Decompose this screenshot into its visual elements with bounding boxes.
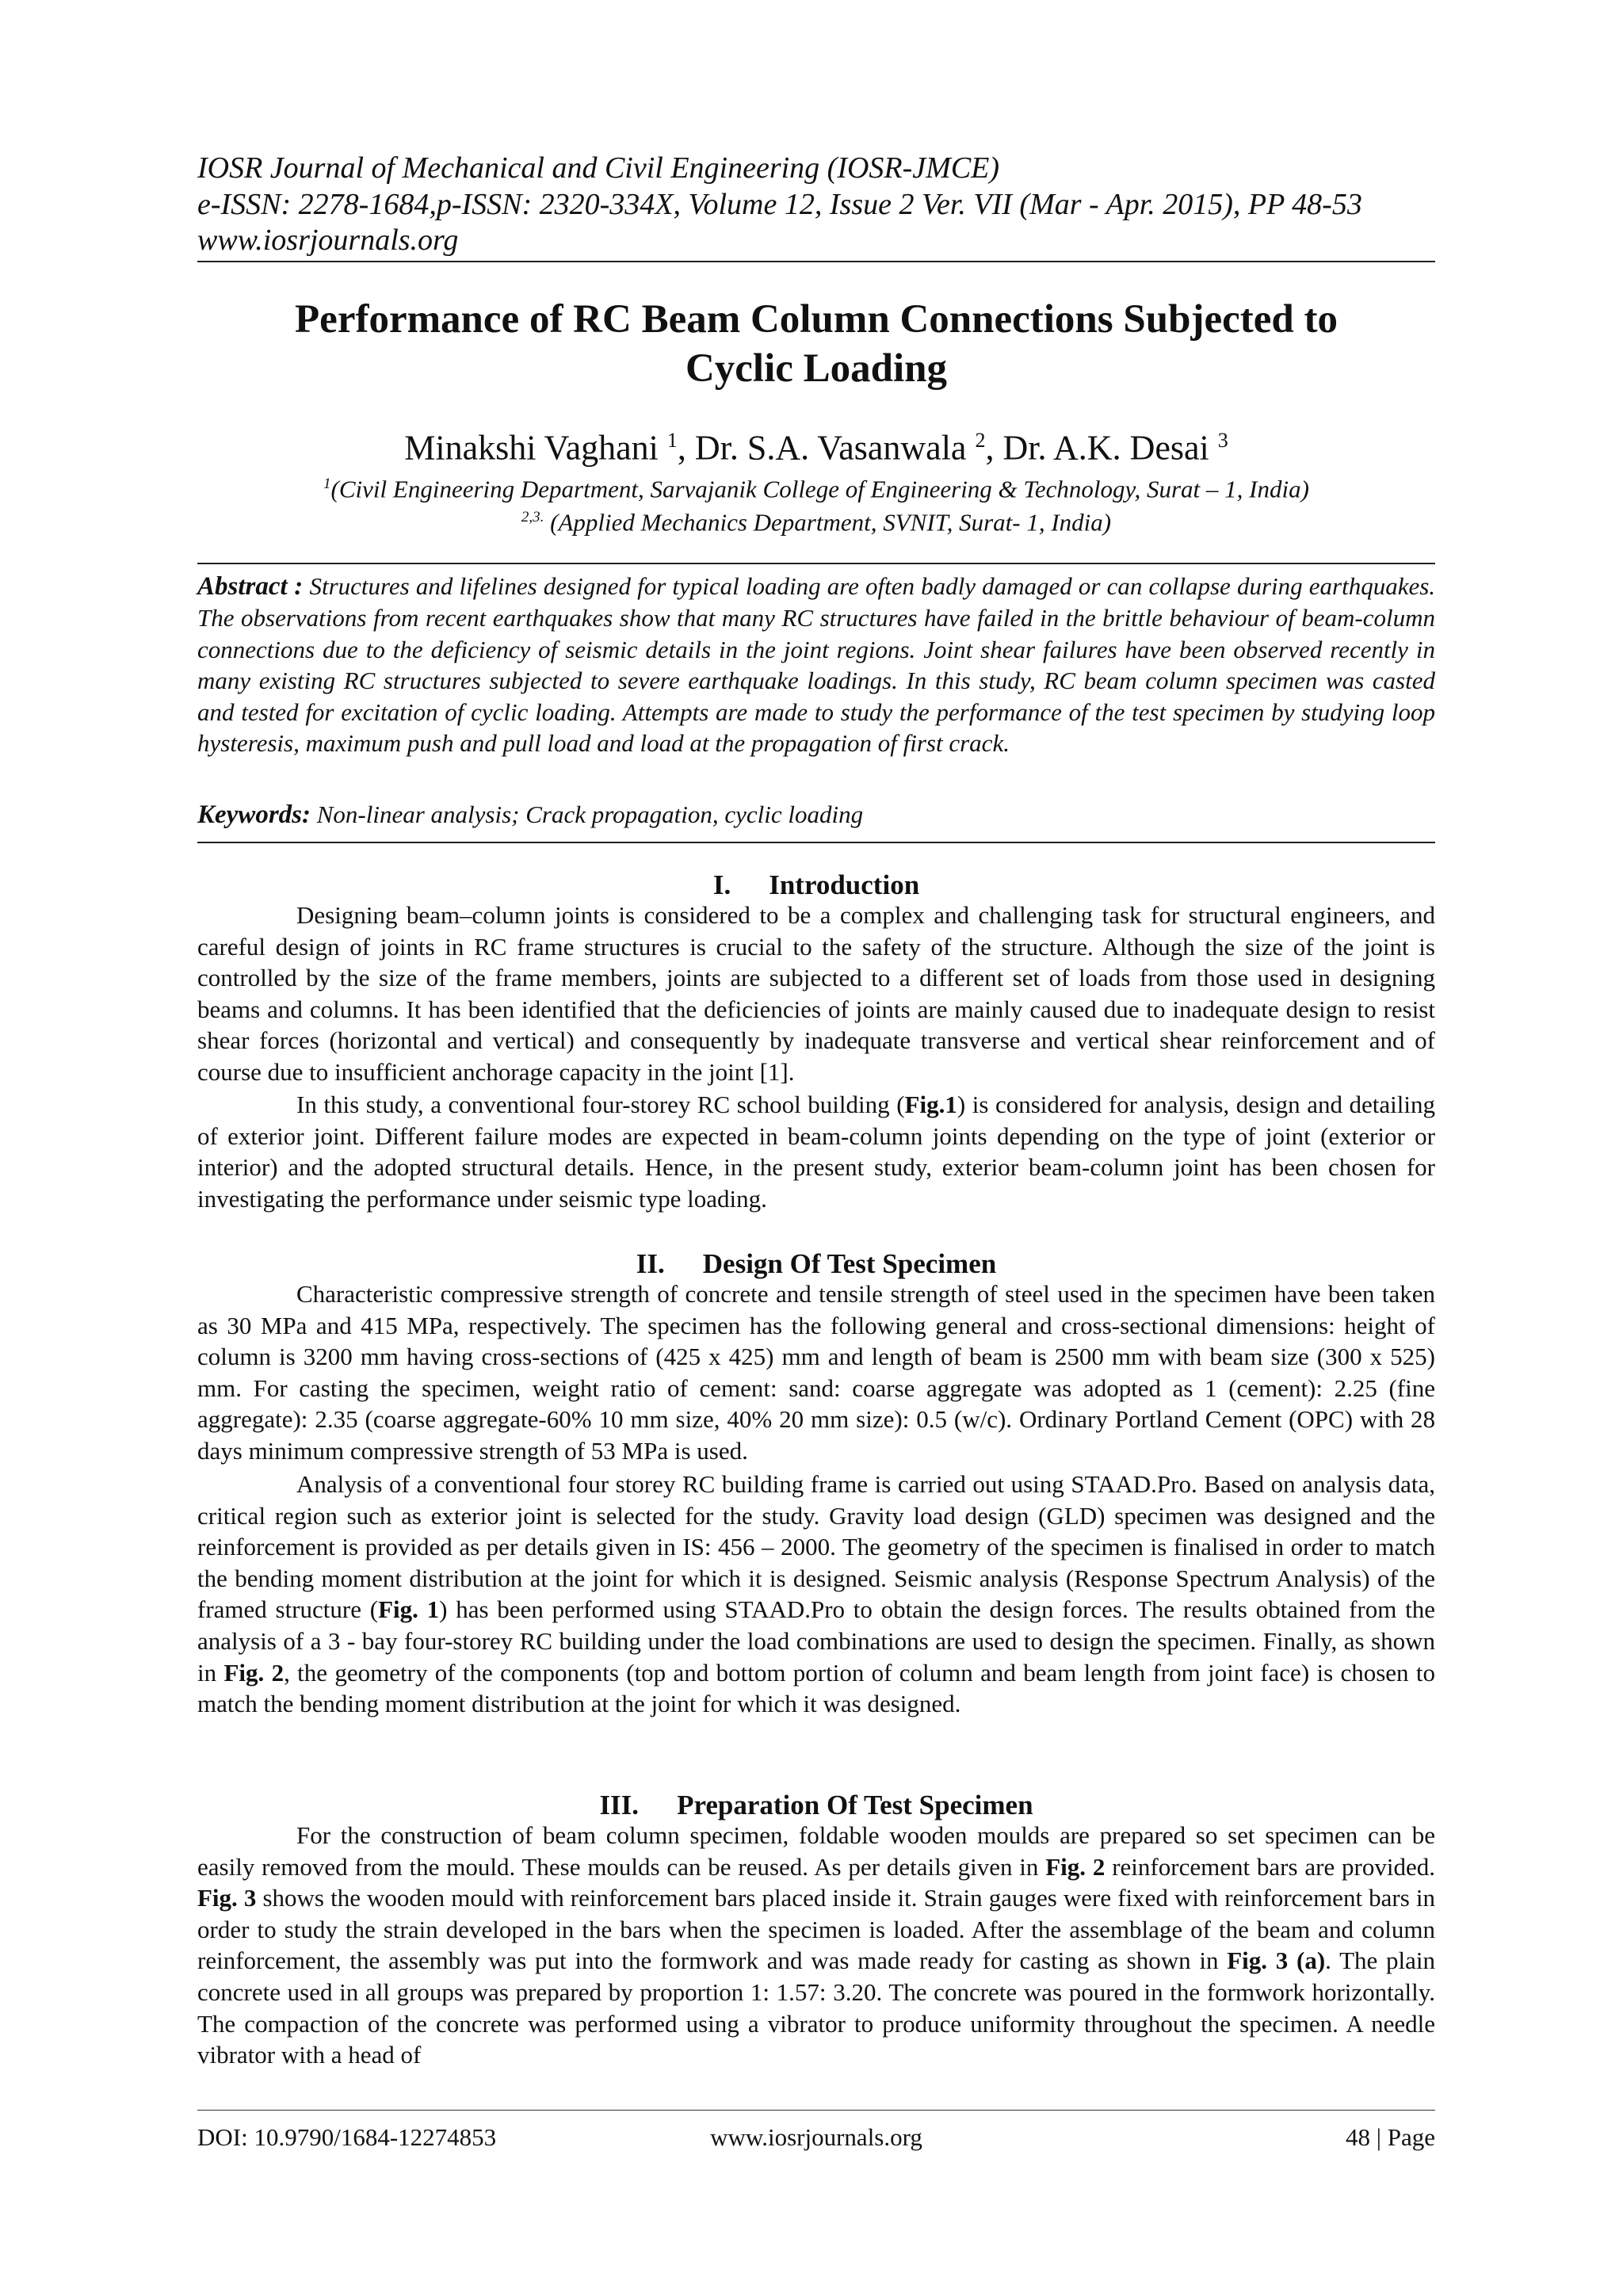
paragraph-text: reinforcement bars are provided. <box>1105 1852 1435 1881</box>
paragraph-text: , the geometry of the components (top and bottom portion of column and beam length from joint face) is chosen to match the bending moment distribution at the joint for which it was designed. <box>197 1658 1435 1718</box>
affiliation-text: (Applied Mechanics Department, SVNIT, Surat- 1, India) <box>550 508 1112 537</box>
figure-reference: Fig. 3 (a) <box>1227 1946 1326 1975</box>
author-affiliation-mark: 3 <box>1217 429 1228 452</box>
paragraph-text: . The plain concrete used in all groups was prepared by proportion 1: 1.57: 3.20. The concrete was poured in the formwork horizontally. The compaction of the concrete was performed using a vibrator to produce uniformity throughout the specimen. A needle vibrator with a head of <box>197 1946 1436 2069</box>
footer-website: www.iosrjournals.org <box>710 2123 922 2151</box>
footer-divider <box>197 2110 1435 2111</box>
section-title: Introduction <box>769 869 920 900</box>
section-title: Preparation Of Test Specimen <box>677 1790 1033 1820</box>
paragraph-text: Analysis of a conventional four storey RC building frame is carried out using STAAD.Pro. Based on analysis data, critical region such as exterior joint is selected for the study. Gravity load design (GLD) specimen was designed and the reinforcement is provided as per details given in IS: 456 – 2000. The geometry of the specimen is finalised in order to match the bending moment distribution at the joint for which it is designed. Seismic analysis (Response Spectrum Analysis) of the framed structure ( <box>197 1470 1435 1624</box>
abstract-top-rule <box>197 563 1435 564</box>
figure-reference: Fig. 2 <box>1045 1852 1106 1881</box>
figure-reference: Fig.1 <box>904 1091 957 1118</box>
affiliation-text: (Civil Engineering Department, Sarvajanik College of Engineering & Technology, Surat – 1, India) <box>330 475 1309 503</box>
author-name: Dr. S.A. Vasanwala <box>694 428 967 468</box>
section-heading <box>197 1247 1435 1281</box>
author-affiliation-mark: 2 <box>975 429 986 452</box>
section-number: III. <box>599 1790 640 1820</box>
paper-title <box>197 295 1435 393</box>
section-title: Design Of Test Specimen <box>702 1248 997 1279</box>
page-footer <box>197 2122 1435 2153</box>
affiliation-mark: 2,3. <box>521 509 544 525</box>
author-name: Dr. A.K. Desai <box>1002 428 1209 468</box>
paragraph-text: In this study, a conventional four-storey RC school building ( <box>296 1091 905 1118</box>
paragraph-text: shows the wooden mould with reinforcement bars placed inside it. Strain gauges were fixed with reinforcement bars in order to study the strain developed in the bars when the specimen is loaded. After the assemblage of the beam and column reinforcement, the assembly was put into the formwork and was made ready for casting as shown in <box>197 1884 1435 1975</box>
title-line-2: Cyclic Loading <box>685 346 948 391</box>
paragraph-text: ) has been performed using STAAD.Pro to obtain the design forces. The results obtained from the analysis of a 3 - bay four-storey RC building under the load combinations are used to design the specimen. Finally, as shown in <box>197 1595 1435 1687</box>
paragraph <box>197 1469 1435 1720</box>
section-number: II. <box>636 1248 665 1279</box>
abstract-label: Abstract : <box>197 572 304 601</box>
affiliation <box>197 502 1435 537</box>
abstract <box>197 571 1435 758</box>
section-number: I. <box>712 869 731 900</box>
journal-name: IOSR Journal of Mechanical and Civil Engineering (IOSR-JMCE) <box>197 151 1000 185</box>
paragraph <box>197 1089 1435 1214</box>
section-heading <box>197 869 1435 902</box>
section-heading <box>197 1789 1435 1822</box>
footer-doi: DOI: 10.9790/1684-12274853 <box>197 2123 497 2151</box>
keywords-label: Keywords: <box>197 800 311 829</box>
author-name: Minakshi Vaghani <box>404 428 659 468</box>
paragraph-text: For the construction of beam column specimen, foldable wooden moulds are prepared so set specimen can be easily removed from the mould. These moulds can be reused. As per details given in <box>197 1821 1435 1881</box>
abstract-bottom-rule <box>197 842 1435 843</box>
keywords-text: Non-linear analysis; Crack propagation, cyclic loading <box>316 800 864 828</box>
author-list: Minakshi Vaghani $^1$, Dr. S.A. Vasanwala $^2$, Dr. A.K. Desai $^3$ <box>404 428 1228 468</box>
paragraph <box>197 1820 1435 2071</box>
abstract-text: Structures and lifelines designed for typical loading are often badly damaged or can collapse during earthquakes. The observations from recent earthquakes show that many RC structures have failed in the brittle behaviour of beam-column connections due to the deficiency of seismic details in the joint regions. Joint shear failures have been observed recently in many existing RC structures subjected to severe earthquake loadings. In this study, RC beam column specimen was casted and tested for excitation of cyclic loading. Attempts are made to study the performance of the test specimen by studying loop hysteresis, maximum push and pull load and load at the propagation of first crack. <box>197 572 1436 758</box>
title-line-1: Performance of RC Beam Column Connections Subjected to <box>295 297 1338 342</box>
paragraph-text: ) is considered for analysis, design and detailing of exterior joint. Different failure modes are expected in beam-column joints depending on the type of joint (exterior or interior) and the adopted structural details. Hence, in the present study, exterior beam-column joint has been chosen for investigating the performance under seismic type loading. <box>197 1091 1435 1213</box>
affiliation-mark: 1 <box>323 476 331 492</box>
figure-reference: Fig. 3 <box>197 1884 257 1912</box>
footer-page-number: 48 | Page <box>1346 2123 1435 2151</box>
affiliation <box>197 469 1435 504</box>
keywords <box>197 799 1435 831</box>
paragraph: Characteristic compressive strength of concrete and tensile strength of steel used in the specimen have been taken as 30 MPa and 415 MPa, respectively. The specimen has the following general and cross-sectional dimensions: height of column is 3200 mm having cross-sections of (425 x 425) mm and length of beam is 2500 mm with beam size (300 x 525) mm. For casting the specimen, weight ratio of cement: sand: coarse aggregate was adopted as 1 (cement): 2.25 (fine aggregate): 2.35 (coarse aggregate-60% 10 mm size, 40% 20 mm size): 0.5 (w/c). Ordinary Portland Cement (OPC) with 28 days minimum compressive strength of 53 MPa is used. <box>197 1280 1435 1465</box>
figure-reference: Fig. 2 <box>223 1658 285 1687</box>
author-affiliation-mark: 1 <box>666 429 678 452</box>
header-divider <box>197 261 1435 262</box>
paragraph: Designing beam–column joints is considered to be a complex and challenging task for structural engineers, and careful design of joints in RC frame structures is crucial to the safety of the structure. Although the size of the joint is controlled by the size of the frame members, joints are subjected to a different set of loads from those used in designing beams and columns. It has been identified that the deficiencies of joints are mainly caused due to inadequate design to resist shear forces (horizontal and vertical) and consequently by inadequate transverse and vertical shear reinforcement and of course due to insufficient anchorage capacity in the joint [1]. <box>197 901 1435 1086</box>
journal-website: www.iosrjournals.org <box>197 223 459 257</box>
figure-reference: Fig. 1 <box>378 1595 440 1624</box>
journal-issn: e-ISSN: 2278-1684,p-ISSN: 2320-334X, Volume 12, Issue 2 Ver. VII (Mar - Apr. 2015), PP 48-53 <box>197 188 1362 221</box>
